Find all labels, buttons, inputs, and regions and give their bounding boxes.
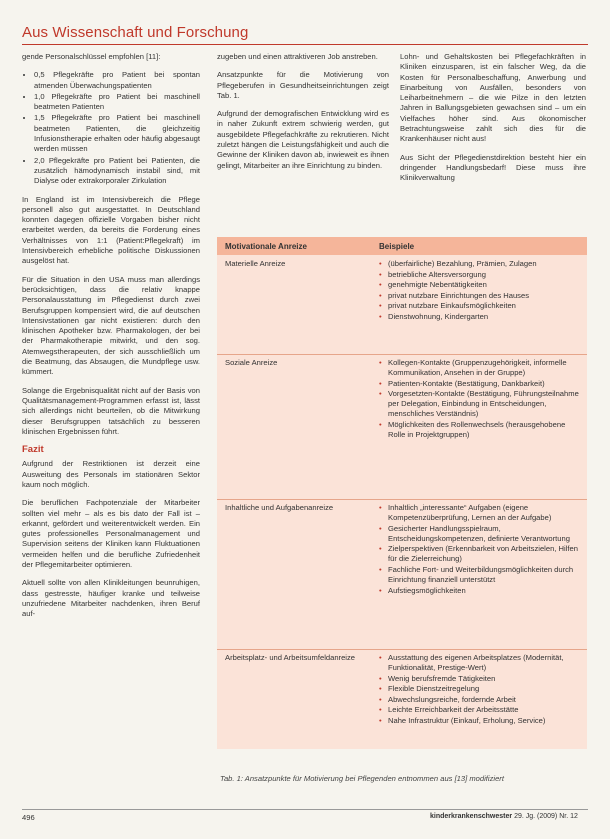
row-divider [217,354,587,355]
list-item: • 1,5 Pflegekräfte pro Patient bei maschinell beatmeten Patienten, die gleichzeitig Infusionstherapie erhalten oder häufig abgesaugt werden müssen [34,113,200,154]
table-header-row [217,237,587,255]
footer-divider [22,809,588,810]
staffing-list [22,70,200,186]
list-item: • privat nutzbare Einrichtungen des Hauses [379,291,583,301]
list-item: • Möglichkeiten des Rollenwechsels (herausgehobene Rolle in Projektgruppen) [379,420,583,440]
header-divider [22,44,588,45]
table-header-motivational-incentives: Motivationale Anreize [225,242,307,251]
list-item: • Gesicherter Handlungsspielraum, Entscheidungskompetenzen, definierte Verantwortung [379,524,583,544]
text-column-right [400,52,586,192]
text-column-middle [217,52,389,179]
paragraph: Für die Situation in den USA muss man allerdings berücksichtigen, dass die relativ knappe Personalausstattung im Pflegedienst durch zwei Berufsgruppen kompensiert wird, die auf deutschen Intensivstationen gar nicht existieren: durch den klinischen Apotheker bzw. Pharmakologen, der bei der Pharmakotherapie mitwirkt, und den sog. Atemwegstherapeuten, der sich ausschließlich um die Beatmung, das Absaugen, die Mundpflege usw. kümmert. [22,274,200,377]
row-examples [379,503,583,596]
paragraph: gende Personalschlüssel empfohlen [11]: [22,52,161,61]
journal-issue: 29. Jg. (2009) Nr. 12 [514,813,578,820]
row-examples [379,259,583,323]
paragraph: In England ist im Intensivbereich die Pflege personell also gut ausgestattet. In Deutschland konnten dagegen offizielle Vorgaben bisher nicht erarbeitet werden, da bereits die Forderung eines Verhältnisses von 1:1 (Patient:Pflegekraft) im Intensivbereich erhebliche politische Diskussionen ausgelöst hat. [22,194,200,266]
list-item: • Patienten-Kontakte (Bestätigung, Dankbarkeit) [379,379,583,389]
list-item: • Nahe Infrastruktur (Einkauf, Erholung, Service) [379,716,583,726]
journal-reference [430,813,578,820]
list-item: • Zielperspektiven (Erkennbarkeit von Arbeitszielen, Hilfen für die Zielerreichung) [379,544,583,564]
list-item: • Kollegen-Kontakte (Gruppenzugehörigkeit, informelle Kommunikation, Ansehen in der Gruppe) [379,358,583,378]
section-title: Aus Wissenschaft und Forschung [22,24,249,41]
list-item: • Flexible Dienstzeitregelung [379,684,583,694]
list-item: • Inhaltlich „interessante“ Aufgaben (eigene Kompetenzüberprüfung, Lernen an der Aufgabe) [379,503,583,523]
row-label: Soziale Anreize [225,358,278,367]
paragraph: Aktuell sollte von allen Klinikleitungen beunruhigen, dass gestresste, häufiger kranke und teilweise unzufriedene Mitarbeiter nachdenken, ihren Beruf auf- [22,578,200,619]
list-item: • 2,0 Pflegekräfte pro Patient bei Patienten, die zusätzlich hämodynamisch instabil sind, mit Dialyse oder extrakorporaler Zirkulation [34,156,200,187]
paragraph: zugeben und einen attraktiveren Job anstreben. [217,52,378,61]
list-item: • genehmigte Nebentätigkeiten [379,280,583,290]
row-label: Arbeitsplatz- und Arbeitsumfeldanreize [225,653,356,662]
journal-name: kinderkrankenschwester [430,813,513,820]
table-header-examples: Beispiele [379,242,415,251]
paragraph: Lohn- und Gehaltskosten bei Pflegefachkräften in Kliniken einzusparen, ist ein falscher Weg, da die Kosten für Personalbeschaffung, Anwerbung und Einarbeitung von Ausfällen, besonders von Leiharbeitnehmern – die wie Pilze in den letzten Jahren in Ballungsgebieten gewachsen sind – um ein Vielfaches höher sind. Aus ökonomischer Betrachtungsweise zahlt sich dies für die Krankenhäuser nicht aus! [400,52,586,144]
paragraph: Solange die Ergebnisqualität nicht auf der Basis von Qualitätsmanagement-Programmen erfasst ist, lässt sich allerdings nicht beurteilen, ob die Mitwirkung dieser Berufsgruppen tatsächlich zu besseren klinischen Ergebnissen führt. [22,385,200,436]
list-item: • Fachliche Fort- und Weiterbildungsmöglichkeiten durch Einrichtung finanziell unterstützt [379,565,583,585]
row-label: Inhaltliche und Aufgabenanreize [225,503,334,512]
paragraph: Ansatzpunkte für die Motivierung von Pflegeberufen in Gesundheitseinrichtungen zeigt Tab. 1. [217,70,389,100]
row-label: Materielle Anreize [225,259,286,268]
paragraph: Aus Sicht der Pflegedienstdirektion besteht hier ein dringender Handlungsbedarf! Diese muss ihre Klinikverwaltung [400,152,586,183]
list-item: • betriebliche Altersversorgung [379,270,583,280]
list-item: • privat nutzbare Einkaufsmöglichkeiten [379,301,583,311]
row-examples [379,653,583,727]
page-number: 496 [22,813,35,822]
list-item: • Vorgesetzten-Kontakte (Bestätigung, Führungsteilnahme per Delegation, Einbindung in Entscheidungen, menschliches Verständnis) [379,389,583,419]
list-item: • Aufstiegsmöglichkeiten [379,586,583,596]
row-divider [217,499,587,500]
list-item: • 1,0 Pflegekräfte pro Patient bei maschinell beatmeten Patienten [34,92,200,113]
list-item: • Ausstattung des eigenen Arbeitsplatzes (Modernität, Funktionalität, Prestige-Wert) [379,653,583,673]
row-examples [379,358,583,441]
list-item: • Dienstwohnung, Kindergarten [379,312,583,322]
list-item: • 0,5 Pflegekräfte pro Patient bei spontan atmenden Überwachungspatienten [34,70,200,91]
list-item: • Leichte Erreichbarkeit der Arbeitsstätte [379,705,583,715]
list-item: • Abwechslungsreiche, fordernde Arbeit [379,695,583,705]
paragraph: Die beruflichen Fachpotenziale der Mitarbeiter sollten viel mehr – als es bis dato der Fall ist – erkannt, gefördert und weiterentwickelt werden. Ein gutes professionelles Personalmanagement und Supervision seitens der Kliniken kann Fluktuationen vermeiden helfen und die berufliche Zufriedenheit der Pflegemitarbeiter optimieren. [22,498,200,570]
fazit-heading: Fazit [22,444,44,456]
paragraph: Aufgrund der demografischen Entwicklung wird es in naher Zukunft extrem schwierig werden, gut ausgebildete Pflegefachkräfte zu rekrutieren. Nicht zuletzt hängen die Leistungsfähigkeit und auch die Gewinne der Kliniken davon ab, inwieweit es ihnen gelingt, Mitarbeiter an ihre Einrichtung zu binden. [217,109,389,170]
page-header [0,0,610,44]
row-divider [217,649,587,650]
table-caption: Tab. 1: Ansatzpunkte für Motivierung bei Pflegenden entnommen aus [13] modifiziert [220,774,504,783]
text-column-left [22,52,200,628]
motivation-table [217,237,587,749]
list-item: • (überfairliche) Bezahlung, Prämien, Zulagen [379,259,583,269]
paragraph: Aufgrund der Restriktionen ist derzeit eine Ausweitung des Personals im stationären Sektor kaum noch möglich. [22,459,200,489]
list-item: • Wenig berufsfremde Tätigkeiten [379,674,583,684]
